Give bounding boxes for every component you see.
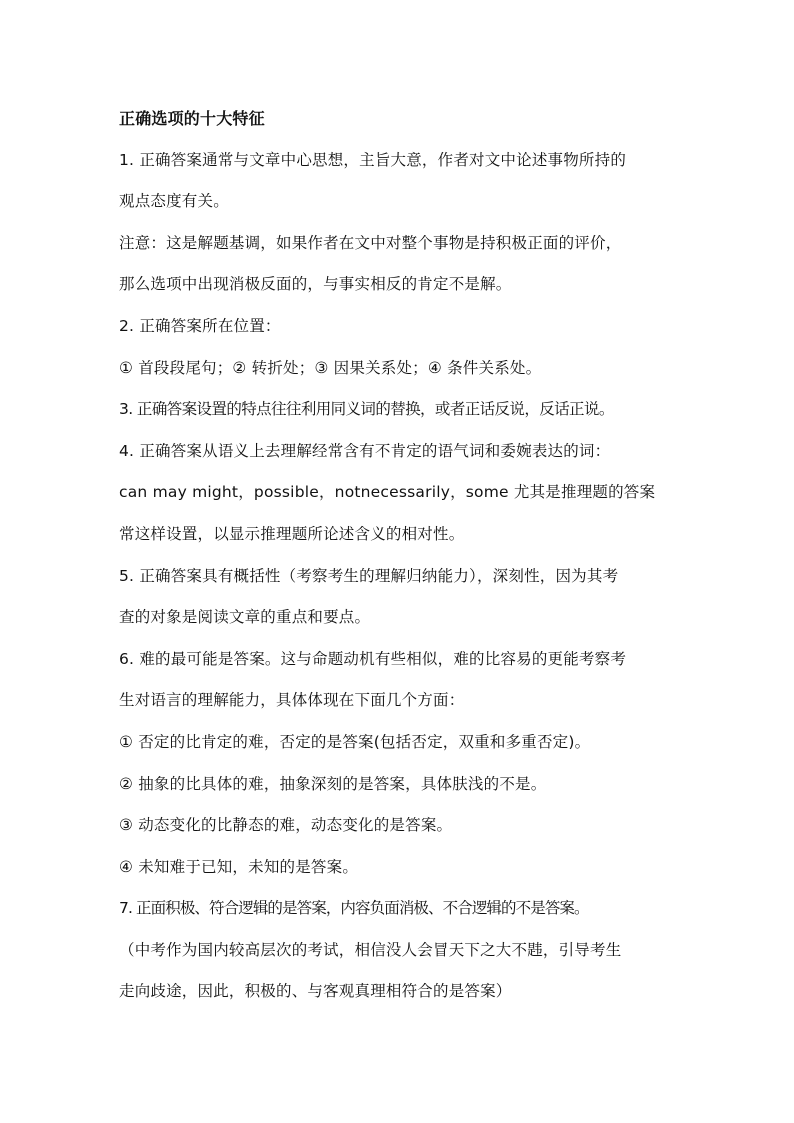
- difficulty-item-2: ② 抽象的比具体的难，抽象深刻的是答案，具体肤浅的不是。: [119, 774, 547, 793]
- paragraph-1-line-1: 1. 正确答案通常与文章中心思想，主旨大意，作者对文中论述事物所持的: [119, 150, 627, 169]
- paragraph-7-note-line-1: （中考作为国内较高层次的考试，相信没人会冒天下之大不韪，引导考生: [119, 940, 622, 959]
- paragraph-5-line-1: 5. 正确答案具有概括性（考察考生的理解归纳能力），深刻性，因为其考: [119, 566, 619, 585]
- difficulty-item-1: ① 否定的比肯定的难，否定的是答案(包括否定，双重和多重否定)。: [119, 732, 591, 751]
- paragraph-3: 3. 正确答案设置的特点往往利用同义词的替换，或者正话反说，反话正说。: [119, 400, 614, 419]
- paragraph-6-line-2: 生对语言的理解能力，具体体现在下面几个方面：: [119, 691, 465, 710]
- paragraph-7: 7. 正面积极、符合逻辑的是答案，内容负面消极、不合逻辑的不是答案。: [119, 899, 589, 918]
- paragraph-1-line-2: 观点态度有关。: [119, 192, 229, 211]
- paragraph-4-line-2: can may might，possible，notnecessarily，some 尤其是推理题的答案: [119, 483, 656, 502]
- paragraph-2-heading: 2. 正确答案所在位置：: [119, 316, 281, 335]
- difficulty-item-4: ④ 未知难于已知，未知的是答案。: [119, 857, 359, 876]
- paragraph-5-line-2: 查的对象是阅读文章的重点和要点。: [119, 608, 371, 627]
- paragraph-7-note-line-2: 走向歧途，因此，积极的、与客观真理相符合的是答案）: [119, 982, 512, 1001]
- paragraph-6-line-1: 6. 难的最可能是答案。这与命题动机有些相似，难的比容易的更能考察考: [119, 649, 627, 668]
- document-title: 正确选项的十大特征: [119, 109, 265, 128]
- document-body: [119, 98, 684, 1013]
- note-line-1: 注意：这是解题基调，如果作者在文中对整个事物是持积极正面的评价，: [119, 233, 622, 252]
- note-line-2: 那么选项中出现消极反面的，与事实相反的肯定不是解。: [119, 275, 512, 294]
- paragraph-4-line-1: 4. 正确答案从语义上去理解经常含有不肯定的语气词和委婉表达的词：: [119, 441, 611, 460]
- paragraph-4-line-3: 常这样设置，以显示推理题所论述含义的相对性。: [119, 524, 465, 543]
- position-list: ① 首段段尾句；② 转折处；③ 因果关系处；④ 条件关系处。: [119, 358, 542, 377]
- difficulty-item-3: ③ 动态变化的比静态的难，动态变化的是答案。: [119, 816, 453, 835]
